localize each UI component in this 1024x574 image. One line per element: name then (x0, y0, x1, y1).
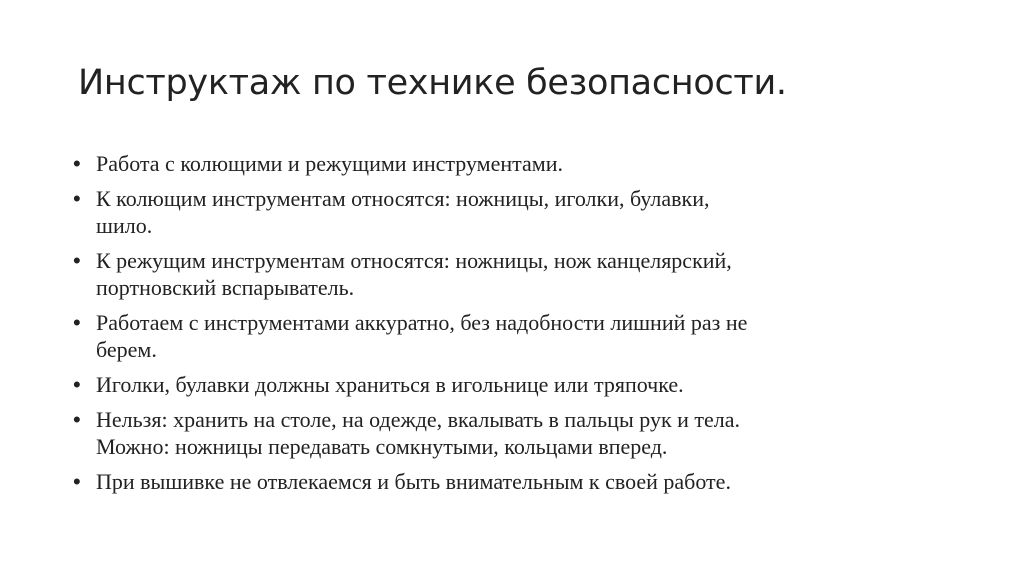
bullet-line: шило. (96, 213, 153, 238)
bullet-line: Нельзя: хранить на столе, на одежде, вкалывать в пальцы рук и тела. (96, 407, 741, 432)
bullet-line: портновский вспарыватель. (96, 275, 355, 300)
bullet-dot-icon: • (73, 248, 81, 273)
bullet-dot-icon: • (73, 407, 81, 432)
bullet-dot-icon: • (73, 186, 81, 211)
bullet-item (70, 309, 950, 363)
bullet-dot-icon: • (73, 310, 81, 335)
bullet-dot-icon: • (73, 151, 81, 176)
bullet-item (70, 247, 950, 301)
bullet-text (96, 247, 950, 301)
bullet-item (70, 150, 950, 177)
bullet-line: К колющим инструментам относятся: ножницы, иголки, булавки, (96, 186, 710, 211)
bullet-line: Можно: ножницы передавать сомкнутыми, кольцами вперед. (96, 434, 668, 459)
bullet-text (96, 468, 950, 495)
bullet-text (96, 371, 950, 398)
bullet-line: Работаем с инструментами аккуратно, без надобности лишний раз не (96, 310, 748, 335)
bullet-dot-icon: • (73, 372, 81, 397)
bullet-line: Иголки, булавки должны храниться в игольнице или тряпочке. (96, 372, 684, 397)
bullet-line: При вышивке не отвлекаемся и быть внимательным к своей работе. (96, 469, 731, 494)
slide-title: Инструктаж по технике безопасности. (78, 63, 787, 103)
bullet-line: берем. (96, 337, 157, 362)
bullet-line: К режущим инструментам относятся: ножницы, нож канцелярский, (96, 248, 732, 273)
bullet-item (70, 468, 950, 495)
bullet-item (70, 185, 950, 239)
bullet-text (96, 406, 950, 460)
bullet-item (70, 371, 950, 398)
bullet-item (70, 406, 950, 460)
bullet-dot-icon: • (73, 469, 81, 494)
bullet-text (96, 185, 950, 239)
bullet-list (70, 150, 950, 503)
bullet-text (96, 309, 950, 363)
bullet-text (96, 150, 950, 177)
bullet-line: Работа с колющими и режущими инструментами. (96, 151, 563, 176)
